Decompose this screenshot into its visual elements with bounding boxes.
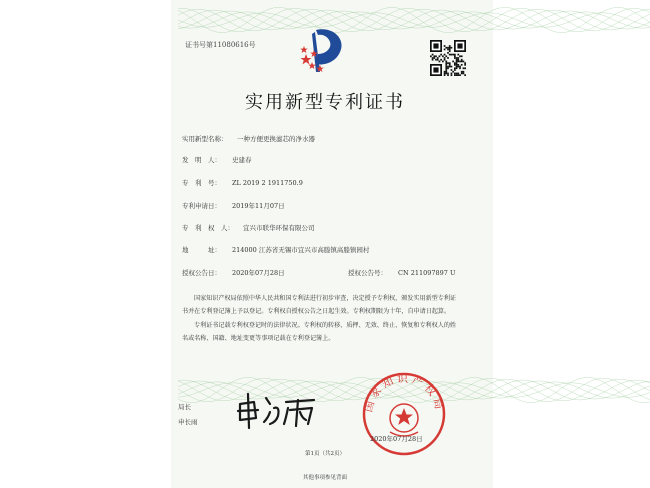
handwritten-signature xyxy=(234,390,318,430)
field-value-inventor: 史建春 xyxy=(232,156,252,164)
field-value-patent-number: ZL 2019 2 1911750.9 xyxy=(232,179,303,187)
field-value-announcement-number: CN 211097897 U xyxy=(398,269,456,277)
guilloche-line xyxy=(178,11,650,29)
guilloche-top-pattern xyxy=(178,0,650,40)
field-value-grant-date: 2020年07月28日 xyxy=(232,269,285,277)
field-label-filing-date: 专利申请日： xyxy=(182,202,221,210)
seal-date: 2020年07月28日 xyxy=(370,435,423,443)
certificate-title: 实用新型专利证书 xyxy=(245,92,405,113)
guilloche-line xyxy=(178,12,650,28)
page-number: 第1页（共2页） xyxy=(305,451,345,457)
svg-text:国家知识产权局 xyxy=(362,372,447,413)
paragraph-legal-status: 专利证书记载专利权登记时的法律状况。专利权的转移、质押、无效、终止、恢复和专利权人的姓名或名称、国籍、地址变更等事项记载在专利登记簿上。 xyxy=(182,322,457,342)
official-seal xyxy=(360,370,448,458)
footer-note: 其他事项参见背面 xyxy=(302,475,347,481)
field-label-patent-number: 专 利 号： xyxy=(182,179,221,187)
paragraph-grant-statement: 国家知识产权局依照中华人民共和国专利法进行初步审查，决定授予专利权，颁发实用新型专利证书并在专利登记簿上予以登记。专利权自授权公告之日起生效。专利权期限为十年，自申请日起算。 xyxy=(182,295,457,315)
signature-title: 局长 xyxy=(178,403,191,411)
field-value-filing-date: 2019年11月07日 xyxy=(232,202,285,210)
guilloche-line xyxy=(178,7,650,32)
qr-code-icon xyxy=(430,40,466,76)
seal-text: 国家知识产权局 xyxy=(361,372,447,414)
guilloche-line xyxy=(178,13,650,27)
field-label-announcement-number: 授权公告号： xyxy=(348,269,387,277)
field-value-name: 一种方便更换滤芯的净水器 xyxy=(237,135,315,143)
field-label-inventor: 发 明 人： xyxy=(182,156,221,164)
field-value-address: 214000 江苏省无锡市宜兴市高塍镇高塍镇园村 xyxy=(232,246,370,254)
field-label-grant-date: 授权公告日： xyxy=(182,269,221,277)
field-label-address: 地 址： xyxy=(182,246,221,254)
field-label-name: 实用新型名称： xyxy=(182,135,228,143)
field-value-patentee: 宜兴市联华环保有限公司 xyxy=(243,224,315,232)
cnipa-logo-icon xyxy=(294,24,352,76)
certificate-number: 证书号第11080616号 xyxy=(185,41,256,49)
field-label-patentee: 专 利 权 人： xyxy=(182,224,234,232)
signature-name: 申长雨 xyxy=(178,418,198,426)
